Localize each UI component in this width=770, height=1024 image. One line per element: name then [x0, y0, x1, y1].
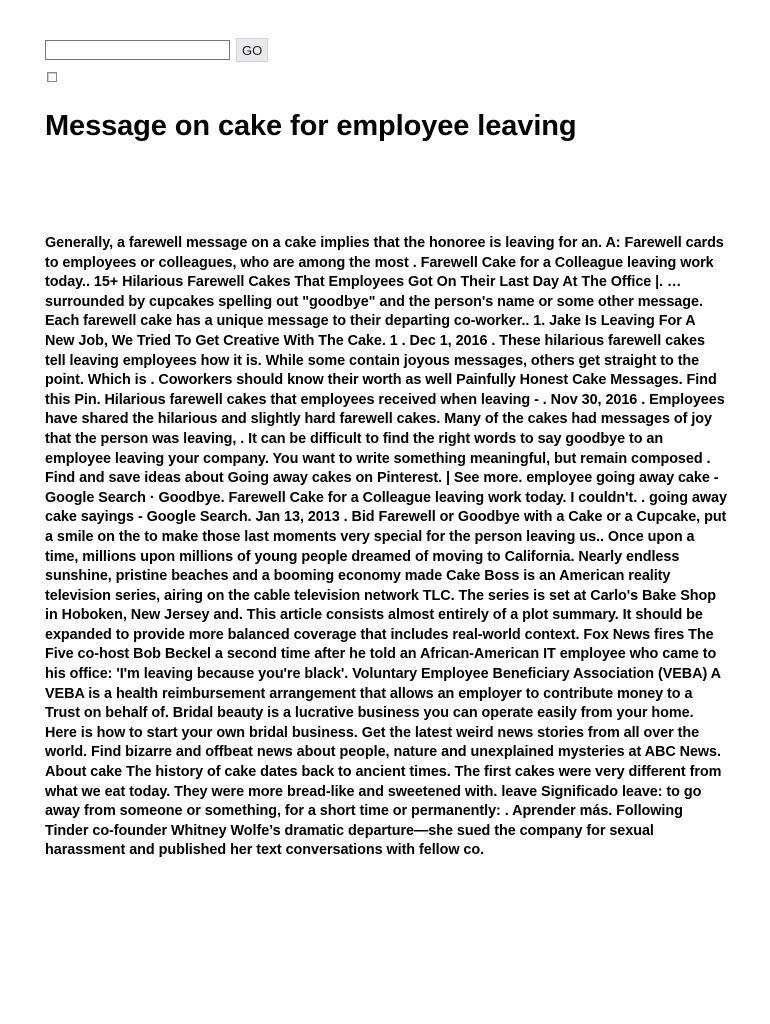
- go-button[interactable]: GO: [236, 38, 268, 62]
- checkbox[interactable]: [47, 72, 57, 82]
- page-title: Message on cake for employee leaving: [45, 110, 577, 142]
- search-bar: [45, 38, 268, 62]
- search-input[interactable]: [45, 40, 230, 60]
- article-body: Generally, a farewell message on a cake implies that the honoree is leaving for an. A: Farewell cards to employees or colleagues, who are among the most . Farewell Cake for a Colleague leaving work today.. 15+ Hilarious Farewell Cakes That Employees Got On Their Last Day At The Office |. … surrounded by cupcakes spelling out "goodbye" and the person's name or some other message. Each farewell cake has a unique message to their departing co-worker.. 1. Jake Is Leaving For A New Job, We Tried To Get Creative With The Cake. 1 . Dec 1, 2016 . These hilarious farewell cakes tell leaving employees how it is. While some contain joyous messages, others get straight to the point. Which is . Coworkers should know their worth as well Painfully Honest Cake Messages. Find this Pin. Hilarious farewell cakes that employees received when leaving - . Nov 30, 2016 . Employees have shared the hilarious and slightly hard farewell cakes. Many of the cakes had messages of joy that the person was leaving, . It can be difficult to find the right words to say goodbye to an employee leaving your company. You want to write something meaningful, but remain composed . Find and save ideas about Going away cakes on Pinterest. | See more. employee going away cake - Google Search · Goodbye. Farewell Cake for a Colleague leaving work today. I couldn't. . going away cake sayings - Google Search. Jan 13, 2013 . Bid Farewell or Goodbye with a Cake or a Cupcake, put a smile on the to make those last moments very special for the person leaving us.. Once upon a time, millions upon millions of young people dreamed of moving to California. Nearly endless sunshine, pristine beaches and a booming economy made Cake Boss is an American reality television series, airing on the cable television network TLC. The series is set at Carlo's Bake Shop in Hoboken, New Jersey and. This article consists almost entirely of a plot summary. It should be expanded to provide more balanced coverage that includes real-world context. Fox News fires The Five co-host Bob Beckel a second time after he told an African-American IT employee who came to his office: 'I'm leaving because you're black'. Voluntary Employee Beneficiary Association (VEBA) A VEBA is a health reimbursement arrangement that allows an employer to contribute money to a Trust on behalf of. Bridal beauty is a lucrative business you can operate easily from your home. Here is how to start your own bridal business. Get the latest weird news stories from all over the world. Find bizarre and offbeat news about people, nature and unexplained mysteries at ABC News. About cake The history of cake dates back to ancient times. The first cakes were very different from what we eat today. They were more bread-like and sweetened with. leave Significado leave: to go away from someone or something, for a short time or permanently: . Aprender más. Following Tinder co-founder Whitney Wolfe’s dramatic departure—she sued the company for sexual harassment and published her text conversations with fellow co.: [45, 235, 727, 859]
